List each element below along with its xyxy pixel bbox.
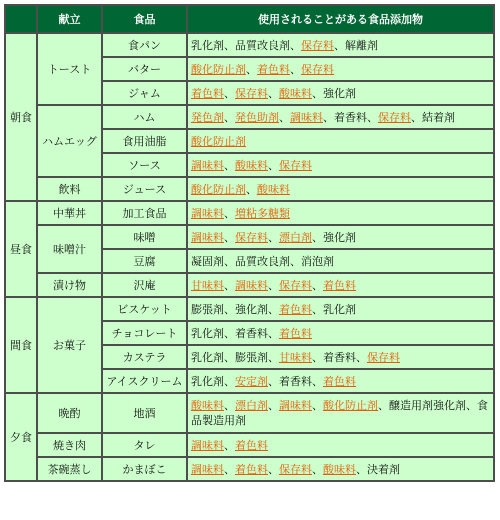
table-row bbox=[6, 298, 493, 320]
header-additives: 使用されることがある食品添加物 bbox=[188, 6, 493, 32]
separator: 、 bbox=[224, 438, 235, 452]
additive-link[interactable]: 保存料 bbox=[235, 86, 268, 100]
additive-link[interactable]: 調味料 bbox=[279, 399, 312, 412]
separator: 、 bbox=[224, 399, 235, 412]
header-blank bbox=[6, 6, 36, 32]
separator: 、 bbox=[290, 62, 301, 76]
dish-cell: 漬け物 bbox=[38, 274, 101, 296]
additives-cell bbox=[188, 394, 493, 432]
separator: 、 bbox=[378, 399, 389, 412]
additives-cell bbox=[188, 346, 493, 368]
header-menu: 献立 bbox=[38, 6, 101, 32]
additive-text: 醸造用剤強化剤 bbox=[389, 399, 466, 412]
additive-link[interactable]: 発色助剤 bbox=[235, 110, 279, 124]
additives-cell bbox=[188, 458, 493, 480]
table-row bbox=[6, 106, 493, 128]
additive-text: 着香料 bbox=[235, 326, 268, 340]
dish-cell: トースト bbox=[38, 34, 101, 104]
food-cell: 沢庵 bbox=[103, 274, 186, 296]
separator: 、 bbox=[268, 230, 279, 244]
additive-link[interactable]: 酸化防止剤 bbox=[323, 399, 378, 412]
separator: 、 bbox=[268, 399, 279, 412]
table-row bbox=[6, 178, 493, 200]
separator: 、 bbox=[224, 350, 235, 364]
additives-cell bbox=[188, 178, 493, 200]
separator: 、 bbox=[312, 278, 323, 292]
food-cell: ジャム bbox=[103, 82, 186, 104]
separator: 、 bbox=[224, 254, 235, 268]
separator: 、 bbox=[268, 326, 279, 340]
table-row bbox=[6, 394, 493, 432]
table-row bbox=[6, 434, 493, 456]
separator: 、 bbox=[224, 158, 235, 172]
separator: 、 bbox=[224, 302, 235, 316]
food-cell: バター bbox=[103, 58, 186, 80]
additive-link[interactable]: 着色料 bbox=[323, 278, 356, 292]
food-cell: アイスクリーム bbox=[103, 370, 186, 392]
meal-cell: 朝食 bbox=[6, 34, 36, 200]
table-row bbox=[6, 226, 493, 248]
additive-link[interactable]: 保存料 bbox=[301, 38, 334, 52]
separator: 、 bbox=[356, 350, 367, 364]
additives-cell bbox=[188, 274, 493, 296]
table-row bbox=[6, 458, 493, 480]
additive-link[interactable]: 調味料 bbox=[191, 158, 224, 172]
additive-text: 解離剤 bbox=[345, 38, 378, 52]
additive-link[interactable]: 保存料 bbox=[279, 278, 312, 292]
additive-text: 乳化剤 bbox=[323, 302, 356, 316]
separator: 、 bbox=[224, 374, 235, 388]
additive-text: 乳化剤 bbox=[191, 374, 224, 388]
dish-cell: 晩酌 bbox=[38, 394, 101, 432]
dish-cell: 焼き肉 bbox=[38, 434, 101, 456]
additive-link[interactable]: 酸味料 bbox=[323, 462, 356, 476]
additive-link[interactable]: 着色料 bbox=[279, 302, 312, 316]
additive-text: 決着剤 bbox=[367, 462, 400, 476]
separator: 、 bbox=[312, 374, 323, 388]
separator: 、 bbox=[268, 462, 279, 476]
separator: 、 bbox=[224, 278, 235, 292]
table-row bbox=[6, 274, 493, 296]
additive-text: 乳化剤 bbox=[191, 38, 224, 52]
additive-link[interactable]: 酸味料 bbox=[257, 182, 290, 196]
additives-cell bbox=[188, 58, 493, 80]
additive-link[interactable]: 保存料 bbox=[378, 110, 411, 124]
separator: 、 bbox=[268, 86, 279, 100]
meal-cell: 昼食 bbox=[6, 202, 36, 296]
food-cell: ハム bbox=[103, 106, 186, 128]
additives-cell bbox=[188, 82, 493, 104]
food-cell: 豆腐 bbox=[103, 250, 186, 272]
additive-link[interactable]: 保存料 bbox=[235, 230, 268, 244]
additive-text: 膨張剤 bbox=[191, 302, 224, 316]
additive-text: 強化剤 bbox=[323, 86, 356, 100]
additive-link[interactable]: 調味料 bbox=[290, 110, 323, 124]
additive-link[interactable]: 酸味料 bbox=[279, 86, 312, 100]
table-row bbox=[6, 34, 493, 56]
separator: 、 bbox=[312, 86, 323, 100]
additives-cell bbox=[188, 106, 493, 128]
dish-cell: 茶碗蒸し bbox=[38, 458, 101, 480]
additives-cell bbox=[188, 202, 493, 224]
separator: 、 bbox=[268, 350, 279, 364]
food-cell: チョコレート bbox=[103, 322, 186, 344]
separator: 、 bbox=[268, 278, 279, 292]
additive-text: 食品製造用剤 bbox=[191, 399, 488, 427]
header-food: 食品 bbox=[103, 6, 186, 32]
additives-cell bbox=[188, 154, 493, 176]
additive-link[interactable]: 保存料 bbox=[279, 158, 312, 172]
food-cell: 食パン bbox=[103, 34, 186, 56]
additive-link[interactable]: 保存料 bbox=[301, 62, 334, 76]
additive-link[interactable]: 酸化防止剤 bbox=[191, 134, 246, 148]
separator: 、 bbox=[224, 38, 235, 52]
separator: 、 bbox=[268, 158, 279, 172]
additive-link[interactable]: 保存料 bbox=[367, 350, 400, 364]
additive-link[interactable]: 酸味料 bbox=[235, 158, 268, 172]
additive-link[interactable]: 安定剤 bbox=[235, 374, 268, 388]
additive-text: 消泡剤 bbox=[301, 254, 334, 268]
separator: 、 bbox=[224, 110, 235, 124]
separator: 、 bbox=[312, 230, 323, 244]
separator: 、 bbox=[246, 182, 257, 196]
separator: 、 bbox=[312, 462, 323, 476]
additive-link[interactable]: 着色料 bbox=[191, 86, 224, 100]
additive-link[interactable]: 調味料 bbox=[191, 206, 224, 220]
separator: 、 bbox=[290, 254, 301, 268]
additive-link[interactable]: 酸味料 bbox=[191, 399, 224, 412]
dish-cell: 飲料 bbox=[38, 178, 101, 200]
food-cell: タレ bbox=[103, 434, 186, 456]
separator: 、 bbox=[312, 350, 323, 364]
additive-link[interactable]: 酸化防止剤 bbox=[191, 62, 246, 76]
additive-text: 品質改良剤 bbox=[235, 38, 290, 52]
additive-text: 強化剤 bbox=[323, 230, 356, 244]
separator: 、 bbox=[466, 399, 477, 412]
additive-text: 着香料 bbox=[323, 350, 356, 364]
separator: 、 bbox=[224, 326, 235, 340]
separator: 、 bbox=[312, 399, 323, 412]
additive-link[interactable]: 着色料 bbox=[257, 62, 290, 76]
additives-cell bbox=[188, 34, 493, 56]
meal-cell: 夕食 bbox=[6, 394, 36, 480]
additive-link[interactable]: 調味料 bbox=[191, 438, 224, 452]
dish-cell: 中華丼 bbox=[38, 202, 101, 224]
additive-link[interactable]: 発色剤 bbox=[191, 110, 224, 124]
table-row bbox=[6, 202, 493, 224]
additives-cell bbox=[188, 370, 493, 392]
food-cell: ソース bbox=[103, 154, 186, 176]
separator: 、 bbox=[290, 38, 301, 52]
separator: 、 bbox=[279, 110, 290, 124]
additive-link[interactable]: 調味料 bbox=[191, 230, 224, 244]
header-row bbox=[6, 6, 493, 32]
additive-link[interactable]: 漂白剤 bbox=[279, 230, 312, 244]
dish-cell: 味噌汁 bbox=[38, 226, 101, 272]
food-cell: 味噌 bbox=[103, 226, 186, 248]
additive-text: 結着剤 bbox=[422, 110, 455, 124]
additives-cell bbox=[188, 434, 493, 456]
separator: 、 bbox=[224, 86, 235, 100]
food-cell: ビスケット bbox=[103, 298, 186, 320]
separator: 、 bbox=[312, 302, 323, 316]
additive-text: 強化剤 bbox=[235, 302, 268, 316]
food-cell: カステラ bbox=[103, 346, 186, 368]
separator: 、 bbox=[411, 110, 422, 124]
additive-link[interactable]: 酸化防止剤 bbox=[191, 182, 246, 196]
food-cell: ジュース bbox=[103, 178, 186, 200]
additive-link[interactable]: 着色料 bbox=[279, 326, 312, 340]
food-cell: 食用油脂 bbox=[103, 130, 186, 152]
additive-text: 乳化剤 bbox=[191, 350, 224, 364]
table-body bbox=[6, 34, 493, 480]
meal-cell: 間食 bbox=[6, 298, 36, 392]
separator: 、 bbox=[323, 110, 334, 124]
additive-text: 乳化剤 bbox=[191, 326, 224, 340]
separator: 、 bbox=[334, 38, 345, 52]
additive-link[interactable]: 着色料 bbox=[235, 462, 268, 476]
additive-text: 膨張剤 bbox=[235, 350, 268, 364]
additives-cell bbox=[188, 226, 493, 248]
additives-cell bbox=[188, 298, 493, 320]
additives-cell bbox=[188, 130, 493, 152]
dish-cell: お菓子 bbox=[38, 298, 101, 392]
additive-text: 凝固剤 bbox=[191, 254, 224, 268]
separator: 、 bbox=[268, 302, 279, 316]
separator: 、 bbox=[367, 110, 378, 124]
food-cell: 地酒 bbox=[103, 394, 186, 432]
additive-link[interactable]: 増粘多糖類 bbox=[235, 206, 290, 220]
additive-text: 着香料 bbox=[279, 374, 312, 388]
additive-link[interactable]: 調味料 bbox=[191, 462, 224, 476]
additive-link[interactable]: 保存料 bbox=[279, 462, 312, 476]
additive-text: 着香料 bbox=[334, 110, 367, 124]
additive-link[interactable]: 甘味料 bbox=[191, 278, 224, 292]
separator: 、 bbox=[356, 462, 367, 476]
separator: 、 bbox=[224, 206, 235, 220]
food-cell: 加工食品 bbox=[103, 202, 186, 224]
dish-cell: ハムエッグ bbox=[38, 106, 101, 176]
separator: 、 bbox=[224, 230, 235, 244]
additives-cell bbox=[188, 322, 493, 344]
additive-link[interactable]: 甘味料 bbox=[279, 350, 312, 364]
additives-cell bbox=[188, 250, 493, 272]
additive-link[interactable]: 調味料 bbox=[235, 278, 268, 292]
additive-link[interactable]: 着色料 bbox=[235, 438, 268, 452]
additive-link[interactable]: 着色料 bbox=[323, 374, 356, 388]
food-additive-table bbox=[4, 4, 495, 482]
additive-link[interactable]: 漂白剤 bbox=[235, 399, 268, 412]
separator: 、 bbox=[268, 374, 279, 388]
additive-text: 品質改良剤 bbox=[235, 254, 290, 268]
food-cell: かまぼこ bbox=[103, 458, 186, 480]
separator: 、 bbox=[224, 462, 235, 476]
separator: 、 bbox=[246, 62, 257, 76]
